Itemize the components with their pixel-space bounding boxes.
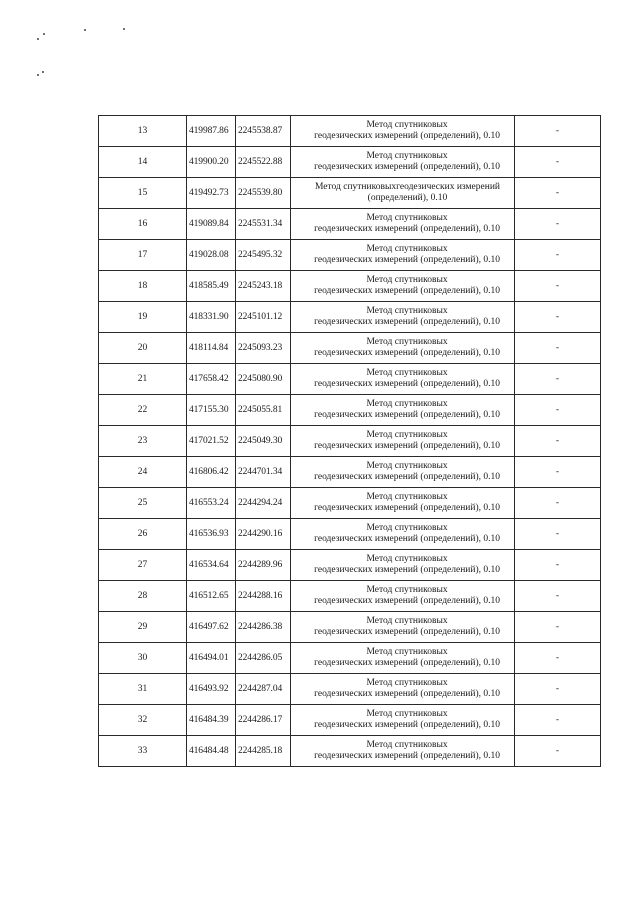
x-coordinate-cell: 416494.01 — [187, 643, 236, 674]
coordinates-table-body — [99, 116, 601, 767]
y-coordinate-cell: 2244288.16 — [236, 581, 291, 612]
method-text — [314, 275, 500, 297]
method-text — [314, 678, 500, 700]
description-cell: - — [515, 395, 601, 426]
point-number-cell: 15 — [99, 178, 187, 209]
table-row — [99, 550, 601, 581]
y-coordinate-cell: 2245539.80 — [236, 178, 291, 209]
description-cell: - — [515, 643, 601, 674]
point-number-cell: 28 — [99, 581, 187, 612]
method-cell — [291, 209, 515, 240]
point-number-cell: 17 — [99, 240, 187, 271]
method-line-2: геодезических измерений (определений), 0.10 — [314, 286, 500, 296]
description-cell: - — [515, 488, 601, 519]
x-coordinate-cell: 416553.24 — [187, 488, 236, 519]
point-number-cell: 13 — [99, 116, 187, 147]
method-line-2: геодезических измерений (определений), 0.10 — [314, 534, 500, 544]
method-line-2: геодезических измерений (определений), 0.10 — [314, 131, 500, 141]
table-row — [99, 643, 601, 674]
point-number-cell: 32 — [99, 705, 187, 736]
point-number-cell: 24 — [99, 457, 187, 488]
method-line-1: Метод спутниковых — [366, 740, 448, 750]
method-line-1: Метод спутниковых — [366, 213, 448, 223]
table-row — [99, 674, 601, 705]
method-line-1: Метод спутниковых — [366, 492, 448, 502]
table-row — [99, 426, 601, 457]
method-line-2: геодезических измерений (определений), 0.10 — [314, 472, 500, 482]
method-cell — [291, 674, 515, 705]
method-cell — [291, 736, 515, 767]
method-cell — [291, 240, 515, 271]
method-line-1: Метод спутниковых — [366, 430, 448, 440]
method-text — [314, 399, 500, 421]
method-line-2: (определений), 0.10 — [367, 193, 448, 203]
method-line-1: Метод спутниковых — [366, 368, 448, 378]
x-coordinate-cell: 417155.30 — [187, 395, 236, 426]
y-coordinate-cell: 2245538.87 — [236, 116, 291, 147]
method-line-1: Метод спутниковых — [366, 337, 448, 347]
scan-speck — [37, 74, 39, 76]
method-cell — [291, 488, 515, 519]
description-cell: - — [515, 116, 601, 147]
x-coordinate-cell: 416484.48 — [187, 736, 236, 767]
point-number-cell: 21 — [99, 364, 187, 395]
point-number-cell: 19 — [99, 302, 187, 333]
description-cell: - — [515, 736, 601, 767]
coordinates-table — [98, 115, 601, 767]
method-line-1: Метод спутниковых — [366, 399, 448, 409]
description-cell: - — [515, 178, 601, 209]
x-coordinate-cell: 419089.84 — [187, 209, 236, 240]
method-line-2: геодезических измерений (определений), 0.10 — [314, 565, 500, 575]
y-coordinate-cell: 2245093.23 — [236, 333, 291, 364]
method-text — [314, 492, 500, 514]
table-row — [99, 457, 601, 488]
method-line-2: геодезических измерений (определений), 0.10 — [314, 317, 500, 327]
method-text — [314, 213, 500, 235]
method-line-1: Метод спутниковых — [366, 585, 448, 595]
y-coordinate-cell: 2244294.24 — [236, 488, 291, 519]
method-line-1: Метод спутниковых — [366, 275, 448, 285]
method-line-2: геодезических измерений (определений), 0.10 — [314, 751, 500, 761]
x-coordinate-cell: 416493.92 — [187, 674, 236, 705]
description-cell: - — [515, 674, 601, 705]
method-line-2: геодезических измерений (определений), 0.10 — [314, 255, 500, 265]
method-line-1: Метод спутниковых — [366, 647, 448, 657]
y-coordinate-cell: 2245101.12 — [236, 302, 291, 333]
table-row — [99, 612, 601, 643]
y-coordinate-cell: 2244285.18 — [236, 736, 291, 767]
method-cell — [291, 302, 515, 333]
table-row — [99, 488, 601, 519]
method-line-2: геодезических измерений (определений), 0.10 — [314, 162, 500, 172]
table-row — [99, 333, 601, 364]
x-coordinate-cell: 419987.86 — [187, 116, 236, 147]
method-line-1: Метод спутниковых — [366, 554, 448, 564]
description-cell: - — [515, 271, 601, 302]
method-cell — [291, 364, 515, 395]
x-coordinate-cell: 419492.73 — [187, 178, 236, 209]
y-coordinate-cell: 2245049.30 — [236, 426, 291, 457]
method-text — [314, 306, 500, 328]
description-cell: - — [515, 457, 601, 488]
method-text — [314, 585, 500, 607]
method-line-2: геодезических измерений (определений), 0.10 — [314, 596, 500, 606]
method-text — [314, 244, 500, 266]
table-row — [99, 705, 601, 736]
method-line-2: геодезических измерений (определений), 0.10 — [314, 689, 500, 699]
table-row — [99, 178, 601, 209]
y-coordinate-cell: 2244289.96 — [236, 550, 291, 581]
x-coordinate-cell: 418114.84 — [187, 333, 236, 364]
y-coordinate-cell: 2245522.88 — [236, 147, 291, 178]
method-text — [314, 461, 500, 483]
description-cell: - — [515, 240, 601, 271]
scan-speck — [42, 71, 44, 73]
x-coordinate-cell: 416534.64 — [187, 550, 236, 581]
method-line-1: Метод спутниковых — [366, 151, 448, 161]
point-number-cell: 16 — [99, 209, 187, 240]
method-line-2: геодезических измерений (определений), 0.10 — [314, 503, 500, 513]
y-coordinate-cell: 2244286.05 — [236, 643, 291, 674]
description-cell: - — [515, 426, 601, 457]
method-cell — [291, 705, 515, 736]
table-row — [99, 736, 601, 767]
table-row — [99, 147, 601, 178]
method-line-1: Метод спутниковых — [366, 244, 448, 254]
table-row — [99, 364, 601, 395]
x-coordinate-cell: 417021.52 — [187, 426, 236, 457]
method-text — [314, 709, 500, 731]
y-coordinate-cell: 2245080.90 — [236, 364, 291, 395]
method-cell — [291, 271, 515, 302]
description-cell: - — [515, 209, 601, 240]
method-cell — [291, 333, 515, 364]
description-cell: - — [515, 705, 601, 736]
point-number-cell: 31 — [99, 674, 187, 705]
method-cell — [291, 457, 515, 488]
point-number-cell: 22 — [99, 395, 187, 426]
method-text — [315, 182, 500, 204]
method-line-1: Метод спутниковых — [366, 120, 448, 130]
method-cell — [291, 612, 515, 643]
method-cell — [291, 426, 515, 457]
method-cell — [291, 116, 515, 147]
point-number-cell: 26 — [99, 519, 187, 550]
method-text — [314, 337, 500, 359]
x-coordinate-cell: 416536.93 — [187, 519, 236, 550]
method-cell — [291, 550, 515, 581]
table-row — [99, 271, 601, 302]
method-cell — [291, 178, 515, 209]
y-coordinate-cell: 2244286.17 — [236, 705, 291, 736]
method-line-1: Метод спутниковых — [366, 461, 448, 471]
scan-speck — [84, 29, 86, 31]
x-coordinate-cell: 416512.65 — [187, 581, 236, 612]
scan-speck — [123, 28, 125, 30]
point-number-cell: 30 — [99, 643, 187, 674]
y-coordinate-cell: 2245243.18 — [236, 271, 291, 302]
method-line-1: Метод спутниковых — [366, 678, 448, 688]
method-cell — [291, 581, 515, 612]
x-coordinate-cell: 417658.42 — [187, 364, 236, 395]
method-text — [314, 616, 500, 638]
x-coordinate-cell: 416806.42 — [187, 457, 236, 488]
y-coordinate-cell: 2245495.32 — [236, 240, 291, 271]
method-line-1: Метод спутниковых — [366, 616, 448, 626]
table-row — [99, 519, 601, 550]
x-coordinate-cell: 418585.49 — [187, 271, 236, 302]
method-line-2: геодезических измерений (определений), 0.10 — [314, 224, 500, 234]
method-line-2: геодезических измерений (определений), 0.10 — [314, 348, 500, 358]
method-text — [314, 151, 500, 173]
method-line-1: Метод спутниковых — [366, 306, 448, 316]
method-line-1: Метод спутниковых — [366, 523, 448, 533]
method-cell — [291, 519, 515, 550]
method-line-2: геодезических измерений (определений), 0.10 — [314, 658, 500, 668]
x-coordinate-cell: 418331.90 — [187, 302, 236, 333]
method-line-2: геодезических измерений (определений), 0.10 — [314, 441, 500, 451]
method-text — [314, 523, 500, 545]
description-cell: - — [515, 581, 601, 612]
point-number-cell: 27 — [99, 550, 187, 581]
point-number-cell: 20 — [99, 333, 187, 364]
x-coordinate-cell: 416497.62 — [187, 612, 236, 643]
table-row — [99, 209, 601, 240]
point-number-cell: 33 — [99, 736, 187, 767]
table-row — [99, 581, 601, 612]
method-line-2: геодезических измерений (определений), 0.10 — [314, 627, 500, 637]
method-cell — [291, 643, 515, 674]
method-text — [314, 430, 500, 452]
x-coordinate-cell: 416484.39 — [187, 705, 236, 736]
table-row — [99, 302, 601, 333]
description-cell: - — [515, 550, 601, 581]
description-cell: - — [515, 519, 601, 550]
point-number-cell: 25 — [99, 488, 187, 519]
y-coordinate-cell: 2244701.34 — [236, 457, 291, 488]
description-cell: - — [515, 333, 601, 364]
method-line-2: геодезических измерений (определений), 0.10 — [314, 720, 500, 730]
method-line-1: Метод спутниковыхгеодезических измерений — [314, 182, 500, 192]
y-coordinate-cell: 2244287.04 — [236, 674, 291, 705]
scan-speck — [43, 33, 45, 35]
description-cell: - — [515, 302, 601, 333]
scan-speck — [37, 38, 39, 40]
method-text — [314, 647, 500, 669]
method-line-2: геодезических измерений (определений), 0.10 — [314, 410, 500, 420]
method-text — [314, 740, 500, 762]
description-cell: - — [515, 364, 601, 395]
table-row — [99, 116, 601, 147]
x-coordinate-cell: 419028.08 — [187, 240, 236, 271]
method-text — [314, 554, 500, 576]
point-number-cell: 18 — [99, 271, 187, 302]
method-text — [314, 120, 500, 142]
y-coordinate-cell: 2245531.34 — [236, 209, 291, 240]
x-coordinate-cell: 419900.20 — [187, 147, 236, 178]
table-row — [99, 395, 601, 426]
point-number-cell: 14 — [99, 147, 187, 178]
description-cell: - — [515, 147, 601, 178]
method-text — [314, 368, 500, 390]
method-cell — [291, 395, 515, 426]
y-coordinate-cell: 2244286.38 — [236, 612, 291, 643]
description-cell: - — [515, 612, 601, 643]
method-cell — [291, 147, 515, 178]
method-line-2: геодезических измерений (определений), 0.10 — [314, 379, 500, 389]
y-coordinate-cell: 2245055.81 — [236, 395, 291, 426]
y-coordinate-cell: 2244290.16 — [236, 519, 291, 550]
table-row — [99, 240, 601, 271]
method-line-1: Метод спутниковых — [366, 709, 448, 719]
point-number-cell: 23 — [99, 426, 187, 457]
point-number-cell: 29 — [99, 612, 187, 643]
